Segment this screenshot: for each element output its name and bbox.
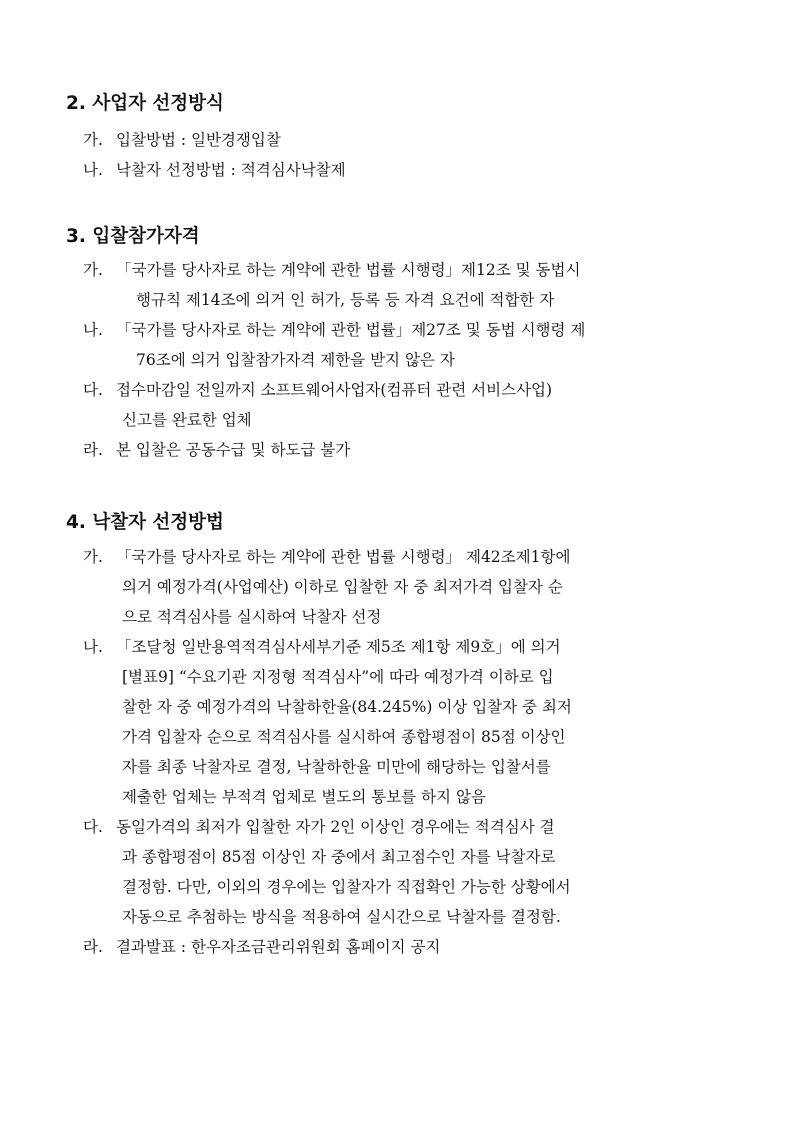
- list-item: [66, 632, 706, 812]
- item-text: [116, 812, 706, 932]
- item-line: 본 입찰은 공동수급 및 하도급 불가: [116, 441, 351, 459]
- item-marker: 나.: [83, 161, 103, 179]
- item-text: [116, 542, 706, 632]
- item-text: [116, 932, 706, 962]
- item-text: [116, 375, 706, 435]
- section-heading: 3. 입찰참가자격: [66, 226, 200, 247]
- item-text: [116, 155, 706, 185]
- list-item: [66, 812, 706, 932]
- list-item: [66, 255, 706, 315]
- item-text: [116, 255, 706, 315]
- item-line: 접수마감일 전일까지 소프트웨어사업자(컴퓨터 관련 서비스사업): [116, 381, 553, 399]
- section-selection-method: [66, 91, 706, 185]
- item-line: 결과발표 : 한우자조금관리위원회 홈페이지 공지: [116, 938, 441, 956]
- item-line: 「조달청 일반용역적격심사세부기준 제5조 제1항 제9호」에 의거: [116, 638, 561, 656]
- section-heading: 4. 낙찰자 선정방법: [66, 512, 224, 533]
- item-line: 입찰방법 : 일반경쟁입찰: [116, 131, 281, 149]
- item-text: [116, 435, 706, 465]
- item-marker: 다.: [83, 818, 103, 836]
- section-heading: 2. 사업자 선정방식: [66, 93, 224, 114]
- list-item: [66, 125, 706, 155]
- item-line: 76조에 의거 입찰참가자격 제한을 받지 않은 자: [136, 351, 455, 369]
- item-line: 「국가를 당사자로 하는 계약에 관한 법률 시행령」제12조 및 동법시: [116, 261, 581, 279]
- list-item: [66, 932, 706, 962]
- section-award-method: [66, 510, 706, 962]
- item-line: 낙찰자 선정방법 : 적격심사낙찰제: [116, 161, 346, 179]
- item-marker: 가.: [83, 131, 103, 149]
- item-line: 신고를 완료한 업체: [122, 411, 252, 429]
- item-line: 결정함. 다만, 이외의 경우에는 입찰자가 직접확인 가능한 상황에서: [122, 878, 571, 896]
- list-item: [66, 435, 706, 465]
- item-line: 찰한 자 중 예정가격의 낙찰하한율(84.245%) 이상 입찰자 중 최저: [122, 698, 572, 716]
- item-marker: 라.: [83, 938, 103, 956]
- item-marker: 다.: [83, 381, 103, 399]
- item-line: 「국가를 당사자로 하는 계약에 관한 법률 시행령」 제42조제1항에: [116, 548, 571, 566]
- item-marker: 라.: [83, 441, 103, 459]
- list-item: [66, 375, 706, 435]
- item-line: 동일가격의 최저가 입찰한 자가 2인 이상인 경우에는 적격심사 결: [116, 818, 555, 836]
- item-line: 과 종합평점이 85점 이상인 자 중에서 최고점수인 자를 낙찰자로: [122, 848, 556, 866]
- item-marker: 가.: [83, 261, 103, 279]
- item-line: 의거 예정가격(사업예산) 이하로 입찰한 자 중 최저가격 입찰자 순: [122, 578, 563, 596]
- list-item: [66, 315, 706, 375]
- item-marker: 나.: [83, 638, 103, 656]
- item-marker: 나.: [83, 321, 103, 339]
- item-marker: 가.: [83, 548, 103, 566]
- item-line: 자를 최종 낙찰자로 결정, 낙찰하한율 미만에 해당하는 입찰서를: [122, 758, 551, 776]
- item-text: [116, 315, 706, 375]
- item-text: [116, 125, 706, 155]
- item-line: 행규칙 제14조에 의거 인 허가, 등록 등 자격 요건에 적합한 자: [136, 291, 555, 309]
- list-item: [66, 155, 706, 185]
- item-line: 으로 적격심사를 실시하여 낙찰자 선정: [122, 608, 382, 626]
- item-line: 자동으로 추첨하는 방식을 적용하여 실시간으로 낙찰자를 결정함.: [122, 908, 561, 926]
- list-item: [66, 542, 706, 632]
- item-line: 제출한 업체는 부적격 업체로 별도의 통보를 하지 않음: [122, 788, 486, 806]
- item-line: 「국가를 당사자로 하는 계약에 관한 법률」제27조 및 동법 시행령 제: [116, 321, 586, 339]
- item-line: [별표9] “수요기관 지정형 적격심사”에 따라 예정가격 이하로 입: [122, 668, 554, 686]
- item-line: 가격 입찰자 순으로 적격심사를 실시하여 종합평점이 85점 이상인: [122, 728, 566, 746]
- item-text: [116, 632, 706, 812]
- section-eligibility: [66, 224, 706, 465]
